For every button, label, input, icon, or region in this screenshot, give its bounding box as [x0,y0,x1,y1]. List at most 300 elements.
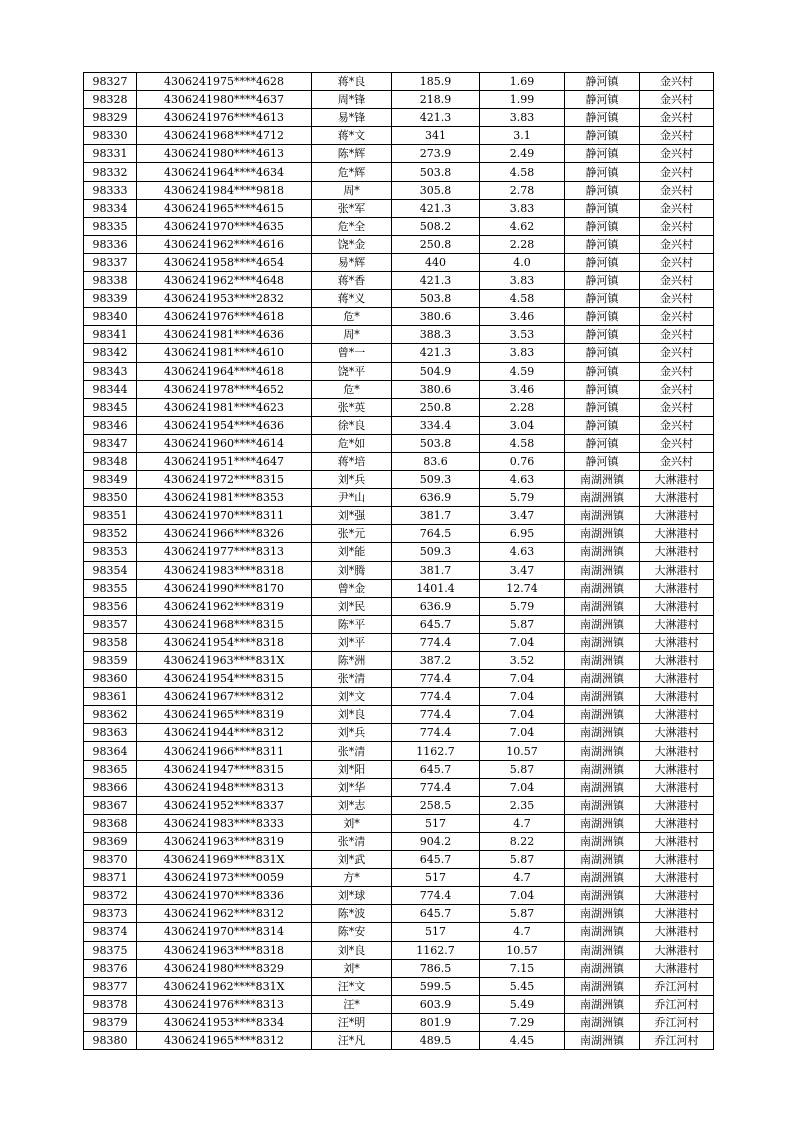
village-cell: 大淋港村 [640,887,714,905]
amount-cell: 421.3 [392,272,480,290]
town-cell: 南湖洲镇 [565,706,640,724]
name-cell: 刘*武 [312,851,392,869]
row-number-cell: 98342 [84,344,137,362]
area-cell: 3.47 [480,561,565,579]
table-row [84,344,714,362]
area-cell: 1.69 [480,73,565,91]
name-cell: 陈*辉 [312,145,392,163]
id-number-cell: 4306241958****4654 [137,253,312,271]
amount-cell: 1401.4 [392,579,480,597]
id-number-cell: 4306241975****4628 [137,73,312,91]
row-number-cell: 98362 [84,706,137,724]
id-number-cell: 4306241966****8311 [137,742,312,760]
table-row [84,398,714,416]
table-row [84,217,714,235]
town-cell: 南湖洲镇 [565,1031,640,1049]
town-cell: 南湖洲镇 [565,851,640,869]
village-cell: 大淋港村 [640,778,714,796]
row-number-cell: 98370 [84,851,137,869]
table-row [84,272,714,290]
town-cell: 南湖洲镇 [565,561,640,579]
table-row [84,706,714,724]
name-cell: 曾*一 [312,344,392,362]
id-number-cell: 4306241962****4616 [137,235,312,253]
table-row [84,380,714,398]
village-cell: 乔江河村 [640,995,714,1013]
table-row [84,633,714,651]
area-cell: 3.83 [480,199,565,217]
name-cell: 刘*志 [312,796,392,814]
village-cell: 金兴村 [640,73,714,91]
id-number-cell: 4306241962****4648 [137,272,312,290]
id-number-cell: 4306241978****4652 [137,380,312,398]
name-cell: 蒋*培 [312,452,392,470]
id-number-cell: 4306241976****8313 [137,995,312,1013]
village-cell: 大淋港村 [640,561,714,579]
table-row [84,434,714,452]
amount-cell: 504.9 [392,362,480,380]
area-cell: 5.87 [480,905,565,923]
town-cell: 南湖洲镇 [565,633,640,651]
area-cell: 5.49 [480,995,565,1013]
name-cell: 易*锋 [312,109,392,127]
name-cell: 刘*兵 [312,471,392,489]
amount-cell: 645.7 [392,851,480,869]
town-cell: 南湖洲镇 [565,543,640,561]
row-number-cell: 98359 [84,652,137,670]
id-number-cell: 4306241969****831X [137,851,312,869]
village-cell: 大淋港村 [640,796,714,814]
table-row [84,416,714,434]
id-number-cell: 4306241981****4623 [137,398,312,416]
area-cell: 2.49 [480,145,565,163]
village-cell: 大淋港村 [640,597,714,615]
table-row [84,471,714,489]
table-row [84,452,714,470]
name-cell: 汪* [312,995,392,1013]
amount-cell: 273.9 [392,145,480,163]
amount-cell: 774.4 [392,887,480,905]
village-cell: 乔江河村 [640,1031,714,1049]
village-cell: 金兴村 [640,452,714,470]
table-row [84,796,714,814]
area-cell: 4.58 [480,163,565,181]
amount-cell: 258.5 [392,796,480,814]
area-cell: 5.79 [480,489,565,507]
name-cell: 蒋*文 [312,127,392,145]
table-row [84,543,714,561]
table-row [84,235,714,253]
amount-cell: 489.5 [392,1031,480,1049]
table-row [84,199,714,217]
row-number-cell: 98338 [84,272,137,290]
amount-cell: 774.4 [392,778,480,796]
name-cell: 易*辉 [312,253,392,271]
area-cell: 7.04 [480,778,565,796]
area-cell: 3.83 [480,109,565,127]
row-number-cell: 98355 [84,579,137,597]
town-cell: 南湖洲镇 [565,959,640,977]
village-cell: 金兴村 [640,235,714,253]
table-row [84,253,714,271]
town-cell: 静河镇 [565,199,640,217]
amount-cell: 503.8 [392,290,480,308]
id-number-cell: 4306241968****4712 [137,127,312,145]
name-cell: 张*英 [312,398,392,416]
table-row [84,181,714,199]
name-cell: 张*元 [312,525,392,543]
town-cell: 南湖洲镇 [565,615,640,633]
amount-cell: 380.6 [392,380,480,398]
amount-cell: 786.5 [392,959,480,977]
id-number-cell: 4306241954****4636 [137,416,312,434]
row-number-cell: 98378 [84,995,137,1013]
amount-cell: 904.2 [392,832,480,850]
town-cell: 静河镇 [565,109,640,127]
village-cell: 金兴村 [640,380,714,398]
town-cell: 南湖洲镇 [565,597,640,615]
table-row [84,977,714,995]
amount-cell: 508.2 [392,217,480,235]
id-number-cell: 4306241980****8329 [137,959,312,977]
area-cell: 1.99 [480,91,565,109]
area-cell: 3.52 [480,652,565,670]
town-cell: 南湖洲镇 [565,869,640,887]
amount-cell: 509.3 [392,543,480,561]
village-cell: 金兴村 [640,398,714,416]
row-number-cell: 98372 [84,887,137,905]
id-number-cell: 4306241953****2832 [137,290,312,308]
table-row [84,851,714,869]
row-number-cell: 98369 [84,832,137,850]
id-number-cell: 4306241963****8318 [137,941,312,959]
name-cell: 徐*良 [312,416,392,434]
town-cell: 静河镇 [565,290,640,308]
name-cell: 危* [312,308,392,326]
row-number-cell: 98336 [84,235,137,253]
area-cell: 4.58 [480,434,565,452]
amount-cell: 517 [392,869,480,887]
table-row [84,615,714,633]
table-row [84,362,714,380]
area-cell: 7.15 [480,959,565,977]
name-cell: 陈*安 [312,923,392,941]
name-cell: 曾*金 [312,579,392,597]
id-number-cell: 4306241954****8318 [137,633,312,651]
town-cell: 南湖洲镇 [565,905,640,923]
row-number-cell: 98379 [84,1013,137,1031]
id-number-cell: 4306241973****0059 [137,869,312,887]
row-number-cell: 98367 [84,796,137,814]
name-cell: 周* [312,181,392,199]
amount-cell: 599.5 [392,977,480,995]
id-number-cell: 4306241952****8337 [137,796,312,814]
row-number-cell: 98328 [84,91,137,109]
amount-cell: 774.4 [392,670,480,688]
id-number-cell: 4306241983****8318 [137,561,312,579]
id-number-cell: 4306241962****8319 [137,597,312,615]
village-cell: 大淋港村 [640,851,714,869]
table-row [84,959,714,977]
area-cell: 4.62 [480,217,565,235]
area-cell: 4.0 [480,253,565,271]
row-number-cell: 98327 [84,73,137,91]
name-cell: 刘*平 [312,633,392,651]
name-cell: 刘*文 [312,688,392,706]
town-cell: 南湖洲镇 [565,525,640,543]
table-row [84,869,714,887]
town-cell: 南湖洲镇 [565,471,640,489]
table-row [84,597,714,615]
area-cell: 10.57 [480,941,565,959]
area-cell: 3.83 [480,272,565,290]
row-number-cell: 98332 [84,163,137,181]
area-cell: 4.45 [480,1031,565,1049]
amount-cell: 250.8 [392,398,480,416]
row-number-cell: 98354 [84,561,137,579]
table-row [84,887,714,905]
area-cell: 5.79 [480,597,565,615]
town-cell: 南湖洲镇 [565,923,640,941]
village-cell: 大淋港村 [640,489,714,507]
row-number-cell: 98363 [84,724,137,742]
name-cell: 张*清 [312,832,392,850]
table-row [84,652,714,670]
table-row [84,941,714,959]
name-cell: 汪*凡 [312,1031,392,1049]
row-number-cell: 98361 [84,688,137,706]
name-cell: 尹*山 [312,489,392,507]
id-number-cell: 4306241953****8334 [137,1013,312,1031]
row-number-cell: 98353 [84,543,137,561]
id-number-cell: 4306241970****8311 [137,507,312,525]
row-number-cell: 98347 [84,434,137,452]
village-cell: 大淋港村 [640,525,714,543]
area-cell: 3.83 [480,344,565,362]
id-number-cell: 4306241981****4636 [137,326,312,344]
table-row [84,995,714,1013]
area-cell: 2.28 [480,398,565,416]
amount-cell: 603.9 [392,995,480,1013]
amount-cell: 636.9 [392,489,480,507]
village-cell: 大淋港村 [640,814,714,832]
area-cell: 7.29 [480,1013,565,1031]
row-number-cell: 98371 [84,869,137,887]
town-cell: 静河镇 [565,434,640,452]
town-cell: 南湖洲镇 [565,814,640,832]
table-row [84,760,714,778]
amount-cell: 250.8 [392,235,480,253]
id-number-cell: 4306241966****8326 [137,525,312,543]
id-number-cell: 4306241972****8315 [137,471,312,489]
row-number-cell: 98339 [84,290,137,308]
village-cell: 金兴村 [640,326,714,344]
name-cell: 刘*阳 [312,760,392,778]
row-number-cell: 98349 [84,471,137,489]
area-cell: 4.7 [480,869,565,887]
amount-cell: 1162.7 [392,742,480,760]
amount-cell: 774.4 [392,724,480,742]
village-cell: 大淋港村 [640,670,714,688]
name-cell: 陈*平 [312,615,392,633]
table-body [84,73,714,1050]
row-number-cell: 98351 [84,507,137,525]
town-cell: 静河镇 [565,380,640,398]
amount-cell: 645.7 [392,905,480,923]
amount-cell: 381.7 [392,507,480,525]
town-cell: 南湖洲镇 [565,1013,640,1031]
row-number-cell: 98343 [84,362,137,380]
name-cell: 危*如 [312,434,392,452]
area-cell: 4.63 [480,471,565,489]
table-row [84,579,714,597]
village-cell: 金兴村 [640,127,714,145]
table-row [84,507,714,525]
area-cell: 4.7 [480,814,565,832]
village-cell: 大淋港村 [640,832,714,850]
name-cell: 饶*平 [312,362,392,380]
row-number-cell: 98341 [84,326,137,344]
name-cell: 蒋*义 [312,290,392,308]
id-number-cell: 4306241944****8312 [137,724,312,742]
village-cell: 乔江河村 [640,1013,714,1031]
amount-cell: 218.9 [392,91,480,109]
area-cell: 7.04 [480,706,565,724]
name-cell: 刘* [312,814,392,832]
amount-cell: 503.8 [392,434,480,452]
town-cell: 静河镇 [565,127,640,145]
area-cell: 2.28 [480,235,565,253]
name-cell: 周*锋 [312,91,392,109]
amount-cell: 83.6 [392,452,480,470]
id-number-cell: 4306241963****8319 [137,832,312,850]
row-number-cell: 98335 [84,217,137,235]
row-number-cell: 98329 [84,109,137,127]
name-cell: 刘*华 [312,778,392,796]
id-number-cell: 4306241990****8170 [137,579,312,597]
name-cell: 张*清 [312,742,392,760]
id-number-cell: 4306241965****4615 [137,199,312,217]
table-row [84,688,714,706]
row-number-cell: 98374 [84,923,137,941]
amount-cell: 801.9 [392,1013,480,1031]
town-cell: 南湖洲镇 [565,579,640,597]
id-number-cell: 4306241951****4647 [137,452,312,470]
town-cell: 南湖洲镇 [565,995,640,1013]
table-row [84,923,714,941]
name-cell: 危* [312,380,392,398]
amount-cell: 645.7 [392,615,480,633]
id-number-cell: 4306241965****8319 [137,706,312,724]
table-row [84,145,714,163]
name-cell: 张*军 [312,199,392,217]
name-cell: 周* [312,326,392,344]
town-cell: 静河镇 [565,416,640,434]
village-cell: 大淋港村 [640,579,714,597]
village-cell: 乔江河村 [640,977,714,995]
row-number-cell: 98333 [84,181,137,199]
amount-cell: 421.3 [392,199,480,217]
amount-cell: 517 [392,814,480,832]
area-cell: 4.58 [480,290,565,308]
table-row [84,326,714,344]
id-number-cell: 4306241970****4635 [137,217,312,235]
area-cell: 7.04 [480,633,565,651]
village-cell: 金兴村 [640,145,714,163]
id-number-cell: 4306241947****8315 [137,760,312,778]
town-cell: 南湖洲镇 [565,887,640,905]
name-cell: 汪*明 [312,1013,392,1031]
row-number-cell: 98352 [84,525,137,543]
town-cell: 南湖洲镇 [565,832,640,850]
name-cell: 饶*金 [312,235,392,253]
row-number-cell: 98377 [84,977,137,995]
area-cell: 3.47 [480,507,565,525]
amount-cell: 185.9 [392,73,480,91]
amount-cell: 774.4 [392,706,480,724]
village-cell: 金兴村 [640,434,714,452]
town-cell: 静河镇 [565,326,640,344]
town-cell: 南湖洲镇 [565,941,640,959]
town-cell: 南湖洲镇 [565,724,640,742]
table-row [84,832,714,850]
town-cell: 南湖洲镇 [565,796,640,814]
area-cell: 3.04 [480,416,565,434]
area-cell: 2.35 [480,796,565,814]
area-cell: 7.04 [480,887,565,905]
amount-cell: 774.4 [392,633,480,651]
id-number-cell: 4306241965****8312 [137,1031,312,1049]
village-cell: 金兴村 [640,290,714,308]
amount-cell: 645.7 [392,760,480,778]
village-cell: 大淋港村 [640,706,714,724]
amount-cell: 764.5 [392,525,480,543]
amount-cell: 774.4 [392,688,480,706]
village-cell: 大淋港村 [640,688,714,706]
area-cell: 10.57 [480,742,565,760]
area-cell: 5.45 [480,977,565,995]
row-number-cell: 98350 [84,489,137,507]
village-cell: 大淋港村 [640,742,714,760]
table-row [84,109,714,127]
table-row [84,91,714,109]
table-row [84,489,714,507]
amount-cell: 305.8 [392,181,480,199]
amount-cell: 387.2 [392,652,480,670]
row-number-cell: 98337 [84,253,137,271]
name-cell: 陈*洲 [312,652,392,670]
row-number-cell: 98373 [84,905,137,923]
town-cell: 静河镇 [565,217,640,235]
amount-cell: 440 [392,253,480,271]
town-cell: 南湖洲镇 [565,507,640,525]
village-cell: 金兴村 [640,217,714,235]
id-number-cell: 4306241977****8313 [137,543,312,561]
name-cell: 蒋*香 [312,272,392,290]
town-cell: 静河镇 [565,344,640,362]
name-cell: 张*清 [312,670,392,688]
village-cell: 大淋港村 [640,959,714,977]
id-number-cell: 4306241962****831X [137,977,312,995]
name-cell: 刘*良 [312,941,392,959]
town-cell: 南湖洲镇 [565,688,640,706]
id-number-cell: 4306241964****4634 [137,163,312,181]
row-number-cell: 98330 [84,127,137,145]
village-cell: 大淋港村 [640,923,714,941]
data-table [83,72,714,1050]
town-cell: 静河镇 [565,362,640,380]
village-cell: 大淋港村 [640,941,714,959]
